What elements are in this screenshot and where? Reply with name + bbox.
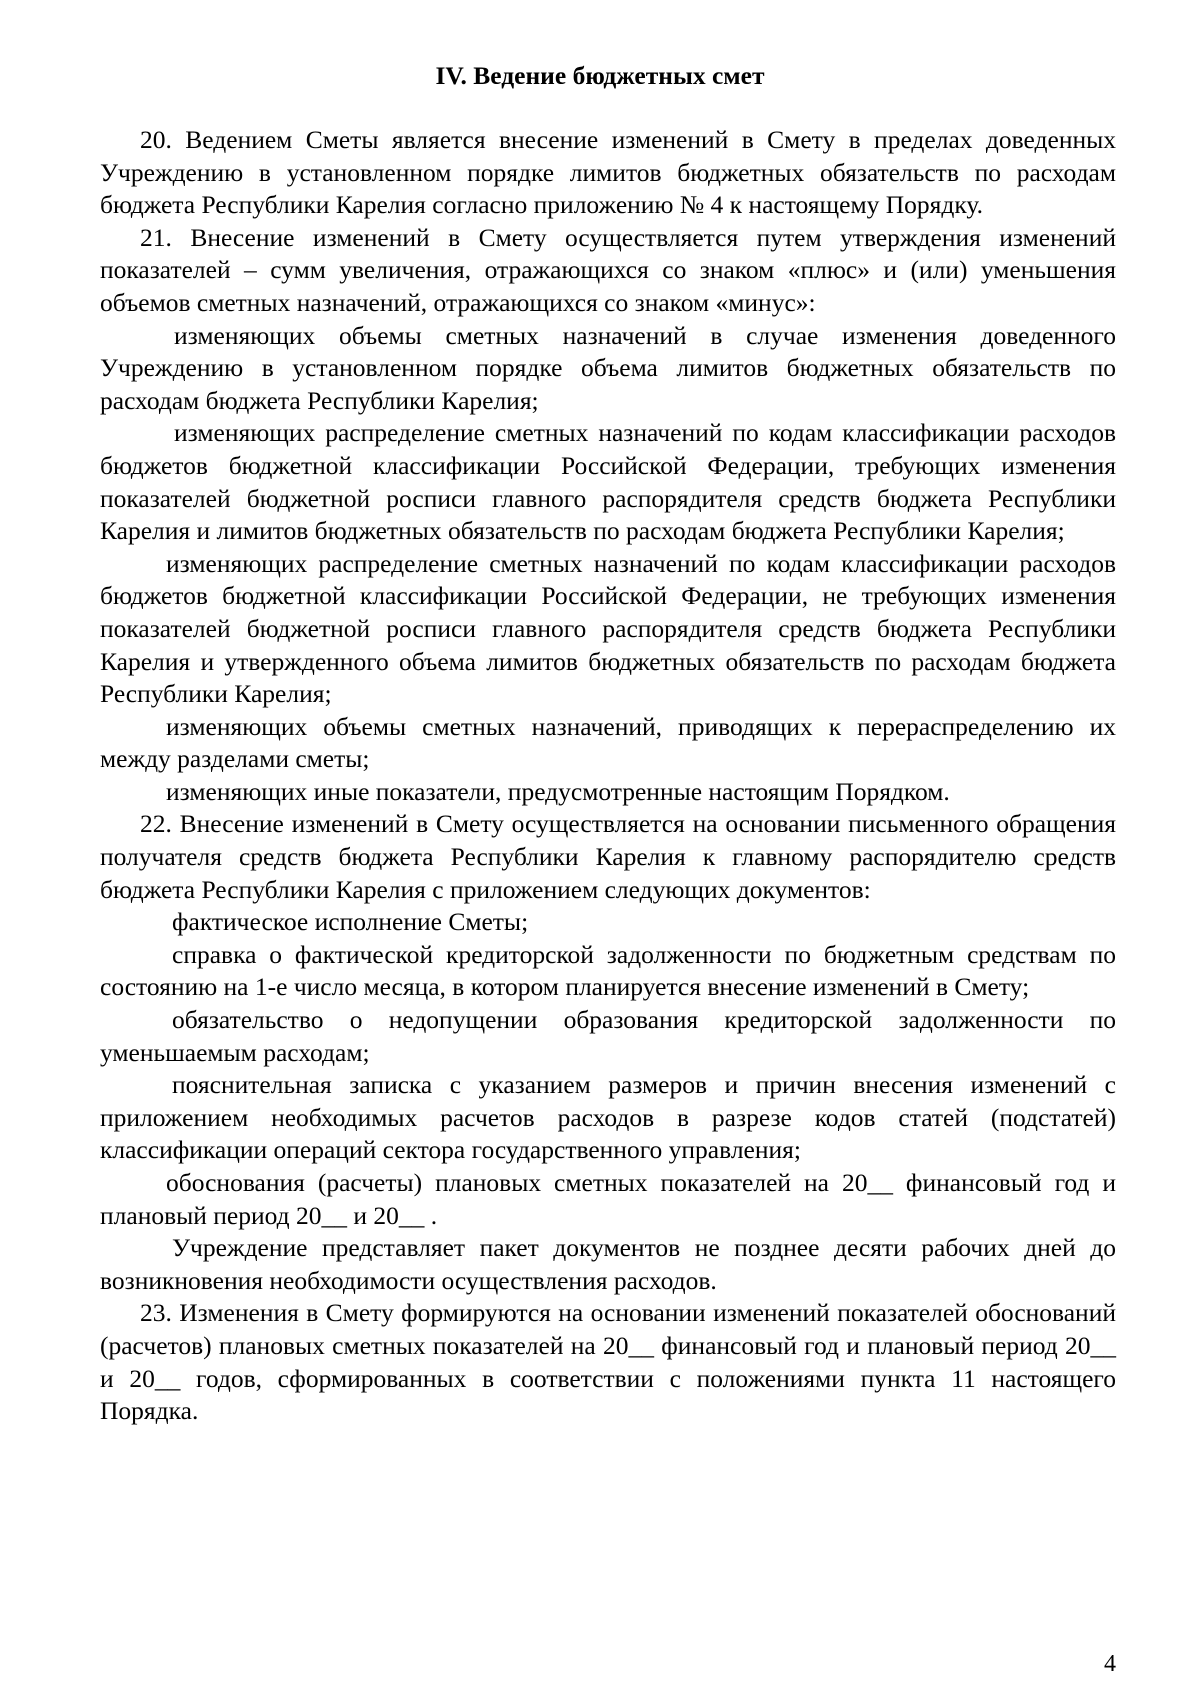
list-item-no-payables-obligation: обязательство о недопущении образования кредиторской задолженности по уменьшаемым расходам; [100, 1005, 1116, 1067]
list-item-other-indicators: изменяющих иные показатели, предусмотренные настоящим Порядком. [166, 776, 950, 806]
list-item-explanatory-note: пояснительная записка с указанием размеров и причин внесения изменений с приложением необходимых расчетов расходов в разрезе кодов статей (подстатей) классификации операций сектора государственного управления; [100, 1070, 1116, 1165]
paragraph-21: 21. Внесение изменений в Смету осуществляется путем утверждения изменений показателей – сумм увеличения, отражающихся со знаком «плюс» и (или) уменьшения объемов сметных назначений, отражающихся со знаком «минус»: [100, 222, 1116, 317]
paragraph-23: 23. Изменения в Смету формируются на основании изменений показателей обоснований (расчетов) плановых сметных показателей на 20__ финансовый год и плановый период 20__ и 20__ годов, сформированных в соответствии с положениями пункта 11 настоящего Порядка. [100, 1298, 1116, 1426]
list-item-justifications: обоснования (расчеты) плановых сметных показателей на 20__ финансовый год и плановый период 20__ и 20__ . [100, 1168, 1116, 1230]
page-number: 4 [1104, 1651, 1116, 1677]
list-item-change-volumes: изменяющих объемы сметных назначений в случае изменения доведенного Учреждению в установленном порядке объема лимитов бюджетных обязательств по расходам бюджета Республики Карелия; [100, 320, 1116, 415]
list-item-change-distribution-requiring: изменяющих распределение сметных назначений по кодам классификации расходов бюджетов бюджетной классификации Российской Федерации, требующих изменения показателей бюджетной росписи главного распорядителя средств бюджета Республики Карелия и лимитов бюджетных обязательств по расходам бюджета Республики Карелия; [100, 418, 1116, 546]
paragraph-22: 22. Внесение изменений в Смету осуществляется на основании письменного обращения получателя средств бюджета Республики Карелия к главному распорядителю средств бюджета Республики Карелия с приложением следующих документов: [100, 809, 1116, 904]
list-item-redistribution-between-sections: изменяющих объемы сметных назначений, приводящих к перераспределению их между разделами сметы; [100, 711, 1116, 774]
document-body [100, 124, 1116, 1428]
section-heading: IV. Ведение бюджетных смет [435, 61, 765, 90]
list-item-payables-certificate: справка о фактической кредиторской задолженности по бюджетным средствам по состоянию на 1-е число месяца, в котором планируется внесение изменений в Смету; [100, 939, 1116, 1002]
paragraph-20: 20. Ведением Сметы является внесение изменений в Смету в пределах доведенных Учреждению в установленном порядке лимитов бюджетных обязательств по расходам бюджета Республики Карелия согласно приложению № 4 к настоящему Порядку. [100, 125, 1116, 220]
paragraph-submission-deadline: Учреждение представляет пакет документов не позднее десяти рабочих дней до возникновения необходимости осуществления расходов. [100, 1233, 1116, 1295]
list-item-actual-execution: фактическое исполнение Сметы; [172, 907, 529, 937]
list-item-change-distribution-not-requiring: изменяющих распределение сметных назначений по кодам классификации расходов бюджетов бюджетной классификации Российской Федерации, не требующих изменения показателей бюджетной росписи главного распорядителя средств бюджета Республики Карелия и утвержденного объема лимитов бюджетных обязательств по расходам бюджета Республики Карелия; [100, 548, 1116, 709]
